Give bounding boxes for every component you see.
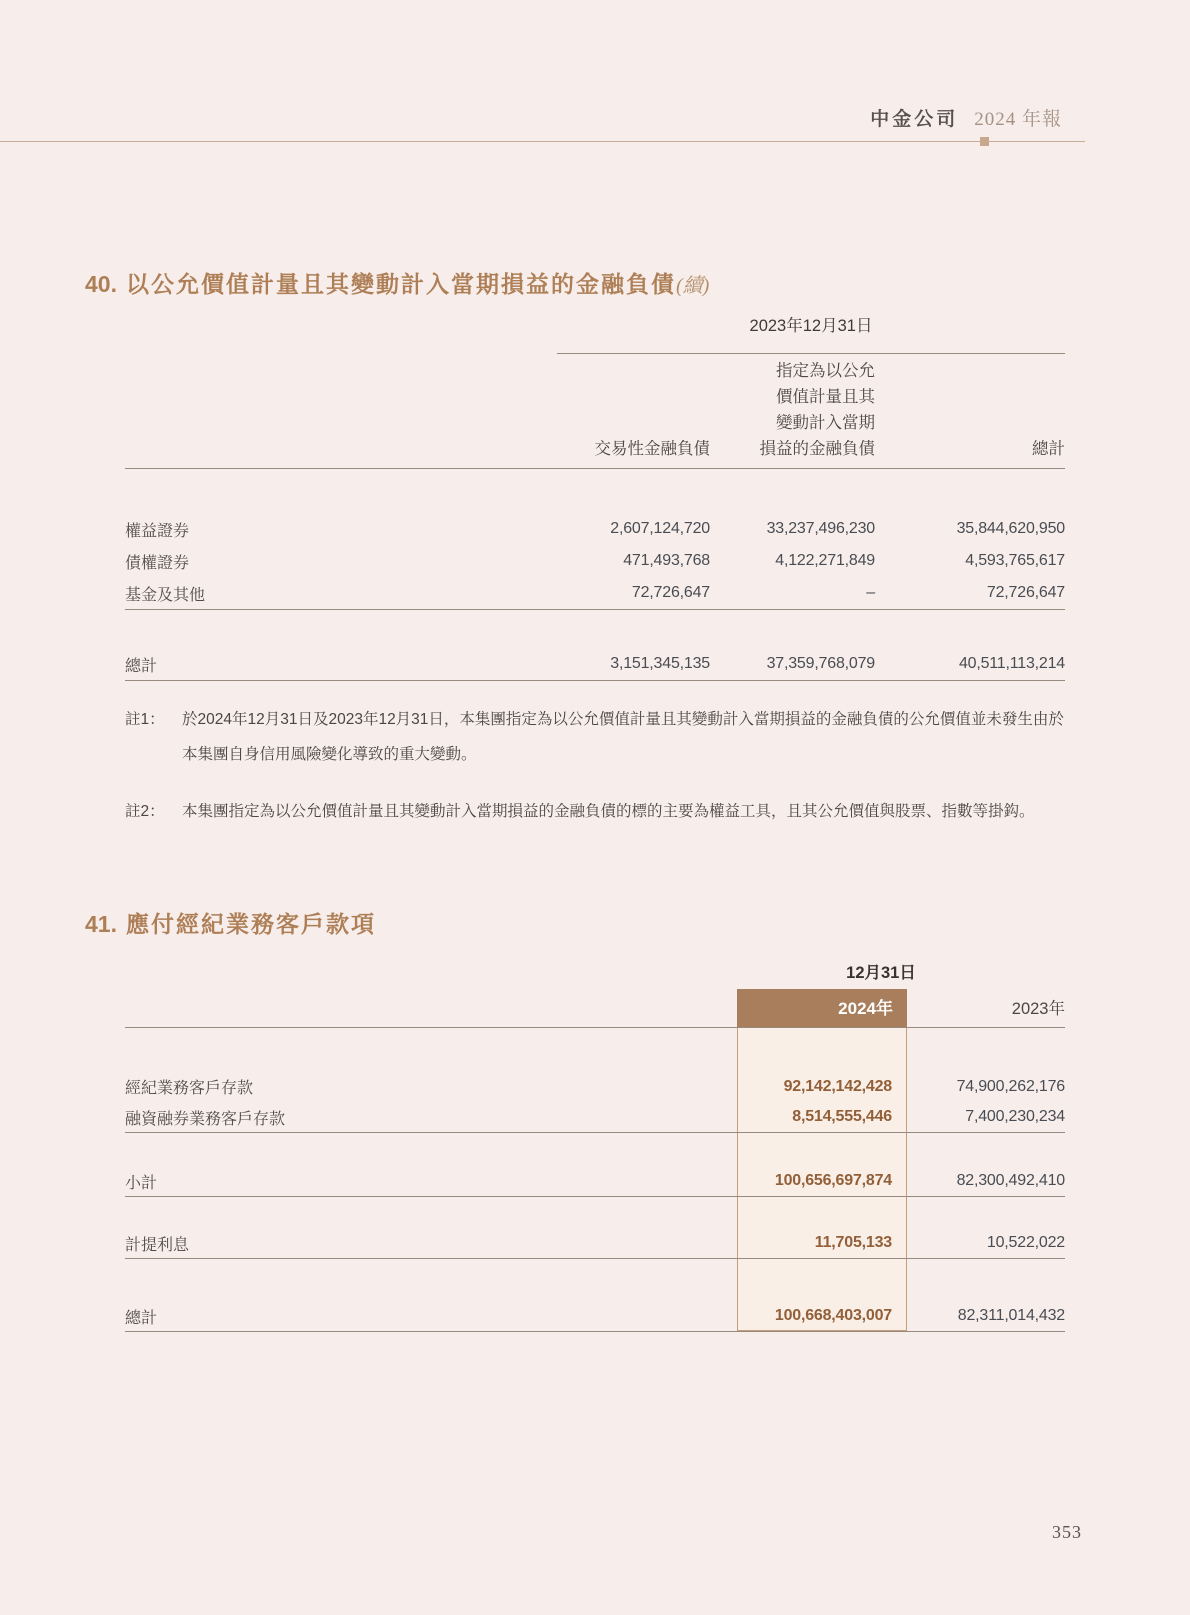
total-row [125, 1301, 1065, 1332]
value-2024: 8,514,555,446 [737, 1102, 907, 1132]
running-header [870, 104, 1062, 131]
designated-value: 37,359,768,079 [766, 655, 875, 672]
column-header-total: 總計 [1032, 440, 1065, 458]
note-1 [125, 702, 1069, 772]
section-41-heading [85, 906, 376, 939]
total-value: 72,726,647 [986, 584, 1065, 601]
trading-value: 2,607,124,720 [610, 520, 710, 537]
table-row [125, 1071, 1065, 1102]
trading-value: 471,493,768 [623, 552, 710, 569]
section-40-number: 40. [85, 271, 117, 297]
section-40-title: 以公允價值計量且其變動計入當期損益的金融負債 [126, 271, 676, 297]
table-brokerage-payables [125, 961, 1065, 1332]
spacer-row [125, 1197, 1065, 1228]
table1-total-section [125, 610, 1065, 681]
value-2023: 82,300,492,410 [956, 1172, 1065, 1189]
page-number: 353 [1052, 1522, 1082, 1542]
table2-column-headers [125, 989, 1065, 1028]
table1-body [125, 469, 1065, 610]
value-2024: 11,705,133 [737, 1228, 907, 1258]
table1-column-headers [125, 354, 1065, 469]
value-2023: 82,311,014,432 [957, 1307, 1065, 1324]
value-2023: 74,900,262,176 [956, 1077, 1065, 1095]
header-rule-square [980, 137, 989, 146]
designated-value: 33,237,496,230 [766, 520, 875, 537]
note-2-label: 註2： [125, 803, 165, 820]
table1-caption: 2023年12月31日 [557, 313, 1065, 354]
row-label: 計提利息 [125, 1236, 190, 1254]
total-value: 35,844,620,950 [956, 520, 1065, 537]
note-2 [125, 794, 1069, 829]
row-label: 融資融券業務客戶存款 [125, 1110, 286, 1128]
value-2024: 92,142,142,428 [737, 1071, 907, 1102]
header-rule [0, 141, 1085, 142]
column-header-designated: 指定為以公允 價值計量且其 變動計入當期 損益的金融負債 [759, 362, 875, 458]
table-row [125, 1102, 1065, 1133]
row-label: 基金及其他 [125, 586, 206, 604]
value-2024: 100,668,403,007 [737, 1301, 907, 1331]
highlight-column-cell [737, 1259, 907, 1301]
designated-value: 4,122,271,849 [775, 552, 875, 569]
subtotal-row [125, 1166, 1065, 1197]
row-label: 權益證券 [125, 522, 190, 540]
total-value: 4,593,765,617 [965, 552, 1065, 569]
trading-value: 3,151,345,135 [610, 655, 710, 672]
table-financial-liabilities [125, 313, 1065, 681]
section-40-heading [85, 266, 709, 299]
row-label: 總計 [125, 657, 158, 675]
highlight-column-cell [737, 1133, 907, 1166]
value-2023: 7,400,230,234 [965, 1108, 1065, 1125]
designated-value: – [866, 584, 875, 601]
company-name: 中金公司 [870, 109, 959, 130]
note-1-text: 於2024年12月31日及2023年12月31日，本集團指定為以公允價值計量且其變動計入當期損益的金融負債的公允價值並未發生由於本集團自身信用風險變化導致的重大變動。 [182, 711, 1064, 763]
table-row [125, 577, 1065, 609]
section-41-title: 應付經紀業務客戶款項 [126, 911, 376, 937]
table-row [125, 545, 1065, 577]
highlight-column-cell [737, 1028, 907, 1071]
spacer-row [125, 1028, 1065, 1071]
total-row [125, 648, 1065, 680]
total-value: 40,511,113,214 [958, 655, 1065, 672]
row-label: 經紀業務客戶存款 [125, 1080, 254, 1097]
spacer-row [125, 1133, 1065, 1166]
section-40-title-suffix: (續) [676, 275, 710, 297]
year-2024-header: 2024年 [737, 989, 907, 1027]
table2-caption: 12月31日 [846, 964, 916, 982]
report-year-label: 2024 年報 [974, 109, 1062, 130]
value-2024: 100,656,697,874 [737, 1166, 907, 1196]
note-1-label: 註1： [125, 711, 165, 728]
section-41-number: 41. [85, 911, 117, 937]
value-2023: 10,522,022 [986, 1234, 1065, 1251]
interest-row [125, 1228, 1065, 1259]
row-label: 總計 [125, 1309, 158, 1327]
highlight-column-cell [737, 1197, 907, 1228]
year-2023-header: 2023年 [1011, 1000, 1065, 1018]
note-2-text: 本集團指定為以公允價值計量且其變動計入當期損益的金融負債的標的主要為權益工具，且其公允價值與股票、指數等掛鈎。 [182, 803, 1035, 820]
row-label: 小計 [125, 1174, 158, 1192]
column-header-trading: 交易性金融負債 [594, 440, 710, 458]
row-label: 債權證券 [125, 554, 190, 572]
spacer-row [125, 1259, 1065, 1301]
trading-value: 72,726,647 [631, 584, 710, 601]
table-row [125, 513, 1065, 545]
